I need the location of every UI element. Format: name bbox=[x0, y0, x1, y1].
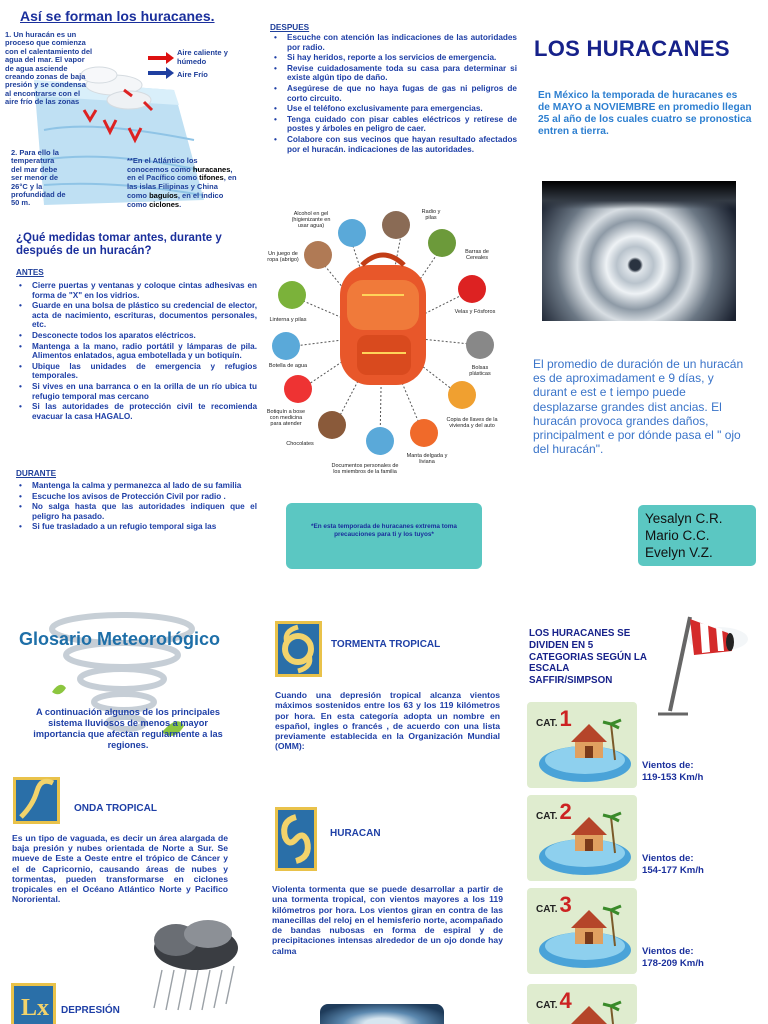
category-4-tile bbox=[527, 984, 637, 1024]
kit-label-copia: Copia de llaves de la vivienda y del auto bbox=[446, 417, 498, 430]
plastic-bags-icon bbox=[466, 331, 494, 359]
huracan-title: HURACAN bbox=[330, 828, 381, 839]
antes-list bbox=[12, 281, 257, 422]
despues-item: • Escuche con atención las indicaciones de las autoridades por radio. bbox=[287, 33, 517, 52]
kit-label-bolsas: Bolsas plásticas bbox=[469, 365, 491, 378]
windsock-icon bbox=[648, 599, 758, 719]
durante-item: • Mantenga la calma y permanezca al lado de su familia bbox=[32, 481, 257, 491]
cold-air-arrow-icon bbox=[146, 67, 174, 79]
antes-item: • Si las autoridades de protección civil te recomienda evacuar la casa HAGALO. bbox=[32, 402, 257, 421]
category-3-tile bbox=[527, 888, 637, 974]
water-bottle-icon bbox=[272, 332, 300, 360]
cold-air-label: Aire Frío bbox=[177, 70, 208, 79]
durante-item: • Si fue trasladado a un refugio temporal siga las bbox=[32, 522, 257, 532]
tormenta-tropical-title: TORMENTA TROPICAL bbox=[331, 639, 441, 650]
huracan-icon bbox=[275, 807, 317, 871]
chocolate-icon bbox=[318, 411, 346, 439]
despues-item: • Revise cuidadosamente toda su casa para determinar si existe algún tipo de daño. bbox=[287, 64, 517, 83]
despues-item: • Si hay heridos, reporte a los servicios de emergencia. bbox=[287, 53, 517, 63]
antes-item: • Mantenga a la mano, radio portátil y lámparas de pila. Alimentos enlatados, agua embotellada y un botiquín. bbox=[32, 342, 257, 361]
storm-cloud-icon bbox=[148, 920, 244, 1012]
atlantic-note: **En el Atlántico los conocemos como huracanes, en el Pacífico como tifones, en las islas Filipinas y China como baguíos, en el índico como ciclones. bbox=[127, 156, 237, 209]
onda-tropical-icon bbox=[13, 777, 60, 824]
despues-list bbox=[267, 33, 517, 155]
keys-icon bbox=[448, 381, 476, 409]
kit-label-linterna: Linterna y pilas bbox=[269, 317, 307, 323]
warm-air-label: Aire caliente y húmedo bbox=[177, 48, 228, 66]
antes-item: • Cierre puertas y ventanas y coloque cintas adhesivas en forma de "X" en los vidrios. bbox=[32, 281, 257, 300]
despues-label: DESPUES bbox=[270, 23, 310, 32]
tormenta-tropical-text: Cuando una depresión tropical alcanza vientos máximos sostenidos entre los 63 y los 119 kilómetros por hora. En esta categoría adopta un nombre en español, ingles o francés , de acuerdo con una lista previamente establecida en la Organización Mundial (OMM): bbox=[275, 690, 500, 752]
durante-item: • No salga hasta que las autoridades indiquen que el peligro ha pasado. bbox=[32, 502, 257, 521]
category-3-label: CAT.3 bbox=[536, 892, 572, 917]
formation-step-1: 1. Un huracán es un proceso que comienza con el calentamiento del agua del mar. El vapor de agua asciende creando zonas de baja presión y se condensa al encontrarse con el aire frío de las zonas bbox=[5, 30, 93, 107]
kit-label-botella: Botella de agua bbox=[268, 363, 308, 369]
kit-label-manta: Manta delgada y liviana bbox=[406, 453, 448, 466]
despues-item: • Colabore con sus vecinos que hayan resultado afectados por el huracán. indicaciones de las autoridades. bbox=[287, 135, 517, 154]
formation-step-2: 2. Para ello la temperatura del mar debe ser menor de 26°C y la profundidad de 50 m. bbox=[11, 148, 66, 208]
durante-list bbox=[12, 481, 257, 533]
kit-label-documentos: Documentos personales de los miembros de la familia bbox=[331, 463, 399, 476]
despues-item: • Tenga cuidado con pisar cables eléctricos y retírese de postes y árboles en peligro de caer. bbox=[287, 115, 517, 134]
kit-label-velas: Velas y Fósforos bbox=[454, 309, 496, 315]
kit-label-radio: Radio y pilas bbox=[421, 209, 441, 222]
kit-label-ropa: Un juego de ropa (abrigo) bbox=[267, 251, 299, 264]
despues-item: • Use el teléfono exclusivamente para emergencias. bbox=[287, 104, 517, 114]
antes-item: • Si vives en una barranca o en la orilla de un río ubica tu refugio temporal mas cercano bbox=[32, 382, 257, 401]
huracan-text: Violenta tormenta que se puede desarrollar a partir de una tormenta tropical, con vientos mayores a los 119 kilómetros por hora. Los vientos giran en contra de las manecillas del reloj en el hemisferio norte, acompañado de bandas nubosas en forma de espiral y de precipitaciones intensas alrededor de un ojo donde hay calma bbox=[272, 884, 503, 956]
cereal-bar-icon bbox=[428, 229, 456, 257]
flashlight-icon bbox=[278, 281, 306, 309]
author-1: Yesalyn C.R. bbox=[645, 511, 723, 526]
author-2: Mario C.C. bbox=[645, 528, 710, 543]
duration-text: El promedio de duración de un huracán es de aproximadament e 9 días, y durant e est e t iempo puede desplazarse grandes dist ancias. El huracán provoca grandes daños, principalment e por dónde pasa el " ojo del huracán". bbox=[533, 357, 744, 457]
svg-text:Lx: Lx bbox=[21, 995, 50, 1021]
category-2-wind: Vientos de: 154-177 Km/h bbox=[642, 853, 704, 876]
blanket-icon bbox=[410, 419, 438, 447]
clothes-icon bbox=[304, 241, 332, 269]
category-2-label: CAT.2 bbox=[536, 799, 572, 824]
emergency-kit-illustration bbox=[262, 205, 502, 485]
durante-item: • Escuche los avisos de Protección Civil por radio . bbox=[32, 492, 257, 502]
authors-list bbox=[645, 510, 723, 561]
author-3: Evelyn V.Z. bbox=[645, 545, 713, 560]
category-1-wind: Vientos de: 119-153 Km/h bbox=[642, 760, 704, 783]
measures-question: ¿Qué medidas tomar antes, durante y después de un huracán? bbox=[16, 232, 222, 257]
main-title: LOS HURACANES bbox=[534, 36, 730, 61]
depresion-icon bbox=[11, 983, 56, 1024]
kit-label-chocolates: Chocolates bbox=[286, 441, 314, 447]
season-text: En México la temporada de huracanes es de MAYO a NOVIEMBRE en promedio llegan 25 al año de los cuales cuatro se pronostica entren a tierra. bbox=[538, 90, 752, 137]
categories-title: LOS HURACANES SE DIVIDEN EN 5 CATEGORIAS SEGÚN LA ESCALA SAFFIR/SIMPSON bbox=[529, 628, 647, 687]
candles-icon bbox=[458, 275, 486, 303]
kit-label-botiquin: Botiquín a bose con medicina para atender bbox=[266, 409, 306, 428]
kit-label-alcohol: Alcohol en gel (higienizante en usar agua) bbox=[291, 211, 331, 230]
first-aid-icon bbox=[284, 375, 312, 403]
despues-item: • Asegúrese de que no haya fugas de gas ni peligros de corto circuito. bbox=[287, 84, 517, 103]
antes-label: ANTES bbox=[16, 268, 44, 277]
radio-icon bbox=[382, 211, 410, 239]
category-1-label: CAT.1 bbox=[536, 706, 572, 731]
documents-icon bbox=[366, 427, 394, 455]
glossary-intro: A continuación algunos de los principales sistema lluviosos de menos a mayor importancia que afectan regularmente a las regiones. bbox=[33, 707, 223, 750]
durante-label: DURANTE bbox=[16, 469, 57, 478]
antes-item: • Guarde en una bolsa de plástico su credencial de elector, acta de nacimiento, escrituras, documentos personales, etc. bbox=[32, 301, 257, 330]
category-2-tile bbox=[527, 795, 637, 881]
hurricane-satellite-image bbox=[542, 181, 736, 321]
bottom-satellite-thumbnail bbox=[320, 1004, 444, 1024]
depresion-title: DEPRESIÓN bbox=[61, 1005, 120, 1016]
category-3-wind: Vientos de: 178-209 Km/h bbox=[642, 946, 704, 969]
onda-tropical-text: Es un tipo de vaguada, es decir un área alargada de baja presión y nubes orientada de Norte a Sur. Se mueve de Este a Oeste entre el trópico de Cáncer y el de Capricornio, causando áreas de nubes y tormentas, pueden transformarse en ciclones tropicales en el Océano Atlántico Norte y Pacifico Nororiental. bbox=[12, 833, 228, 905]
glossary-title: Glosario Meteorológico bbox=[19, 629, 221, 649]
category-4-label: CAT.4 bbox=[536, 988, 572, 1013]
alcohol-gel-icon bbox=[338, 219, 366, 247]
antes-item: • Ubique las unidades de emergencia y refugios temporales. bbox=[32, 362, 257, 381]
formation-title: Así se forman los huracanes. bbox=[20, 8, 215, 24]
category-1-tile bbox=[527, 702, 637, 788]
antes-item: • Desconecte todos los aparatos eléctricos. bbox=[32, 331, 257, 341]
tormenta-tropical-icon bbox=[275, 621, 322, 677]
warm-air-arrow-icon bbox=[146, 52, 174, 64]
kit-label-barras: Barras de Cereales bbox=[465, 249, 489, 262]
onda-tropical-title: ONDA TROPICAL bbox=[74, 803, 157, 814]
precaution-banner-text: *En esta temporada de huracanes extrema toma precauciones para ti y los tuyos* bbox=[311, 523, 457, 538]
